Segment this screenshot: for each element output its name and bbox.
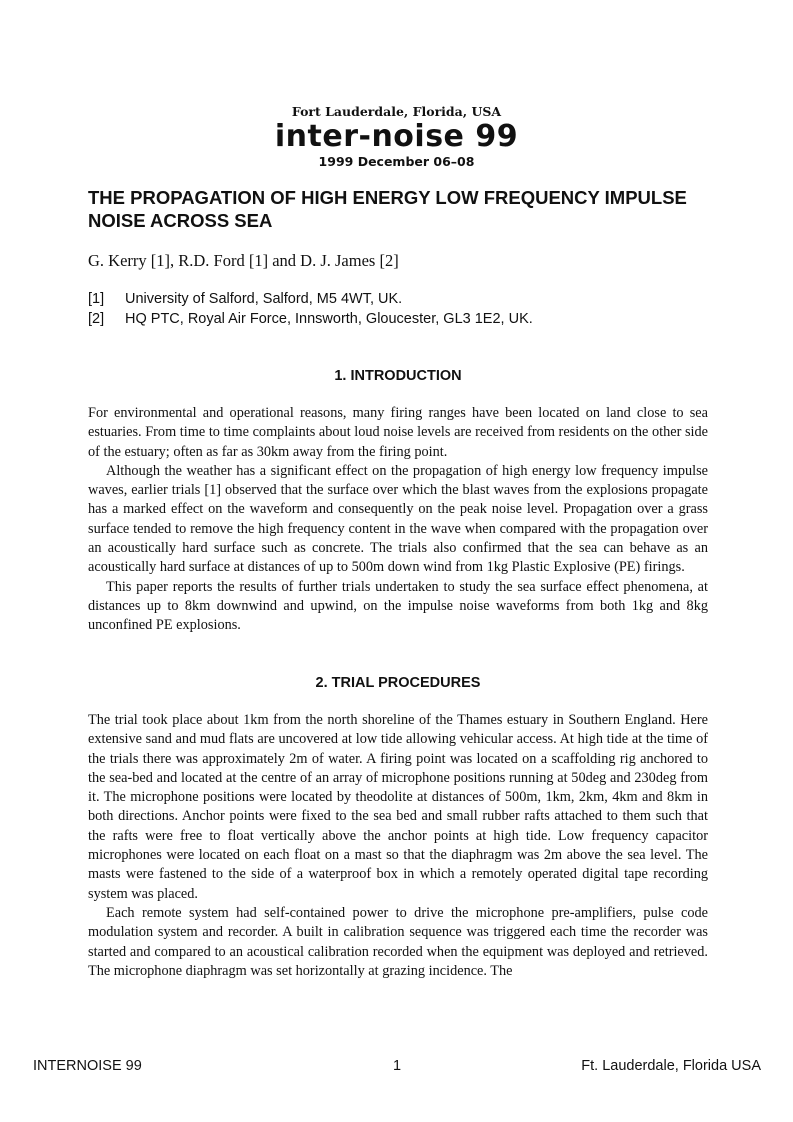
affiliation-text: HQ PTC, Royal Air Force, Innsworth, Gloucester, GL3 1E2, UK. bbox=[125, 311, 533, 327]
conference-logo: inter-noise 99 bbox=[274, 119, 519, 154]
section-body-introduction bbox=[88, 404, 708, 636]
page-number: 1 bbox=[392, 1058, 402, 1074]
affiliation-text: University of Salford, Salford, M5 4WT, UK. bbox=[125, 291, 403, 307]
paragraph: This paper reports the results of further trials undertaken to study the sea surface effect phenomena, at distances up to 8km downwind and upwind, on the impulse noise waveforms from both 1kg and 8kg unconfined PE explosions. bbox=[88, 578, 708, 634]
section-heading-introduction: 1. INTRODUCTION bbox=[334, 368, 462, 384]
section-body-trial-procedures bbox=[88, 711, 708, 981]
conference-location: Fort Lauderdale, Florida, USA bbox=[291, 104, 502, 119]
affiliation-2 bbox=[88, 309, 533, 329]
footer-location: Ft. Lauderdale, Florida USA bbox=[581, 1058, 761, 1074]
paragraph: Each remote system had self-contained power to drive the microphone pre-amplifiers, pulse code modulation system and recorder. A built in calibration sequence was triggered each time the recorder was started and compared to an acoustical calibration recorded when the equipment was deployed and retrieved. The microphone diaphragm was set horizontally at grazing incidence. The bbox=[88, 904, 708, 979]
conference-header bbox=[0, 104, 793, 170]
affiliation-1 bbox=[88, 289, 533, 309]
paragraph: For environmental and operational reasons, many firing ranges have been located on land close to sea estuaries. From time to time complaints about loud noise levels are received from residents on the other side of the estuary; often as far as 30km away from the firing point. bbox=[88, 405, 708, 460]
section-heading-trial-procedures: 2. TRIAL PROCEDURES bbox=[315, 675, 481, 691]
affiliations bbox=[88, 289, 533, 329]
paragraph: Although the weather has a significant effect on the propagation of high energy low frequency impulse waves, earlier trials [1] observed that the surface over which the blast waves from the explosions propagate has a marked effect on the waveform and consequently on the peak noise level. Propagation over a grass surface tended to remove the high frequency content in the wave when compared with the propagation over an acoustically hard surface such as concrete. The trials also confirmed that the sea can behave as an acoustically hard surface at distances of up to 500m down wind from 1kg Plastic Explosive (PE) firings. bbox=[88, 462, 708, 576]
affiliation-number: [1] bbox=[88, 291, 105, 307]
footer-conference: INTERNOISE 99 bbox=[33, 1058, 142, 1074]
affiliation-number: [2] bbox=[88, 311, 105, 327]
paper-authors: G. Kerry [1], R.D. Ford [1] and D. J. James [2] bbox=[88, 251, 399, 270]
paper-title: THE PROPAGATION OF HIGH ENERGY LOW FREQUENCY IMPULSE NOISE ACROSS SEA bbox=[88, 187, 687, 231]
paragraph: The trial took place about 1km from the north shoreline of the Thames estuary in Southern England. Here extensive sand and mud flats are uncovered at low tide allowing vehicular access. At high tide at the time of the trials there was approximately 2m of water. A firing point was located on a scaffolding rig anchored to the sea-bed and located at the centre of an array of microphone positions running at 50deg and 230deg from it. The microphone positions were located by theodolite at distances of 500m, 1km, 2km, 4km and 8km in both directions. Anchor points were fixed to the sea bed and small rubber rafts attached to them such that the rafts were free to float vertically above the anchor points at high tide. Low frequency capacitor microphones were located on each float on a mast so that the diaphragm was 2m above the sea level. The masts were fastened to the side of a waterproof box in which a remotely operated digital tape recording system was placed. bbox=[88, 712, 708, 902]
conference-date: 1999 December 06–08 bbox=[318, 154, 475, 169]
